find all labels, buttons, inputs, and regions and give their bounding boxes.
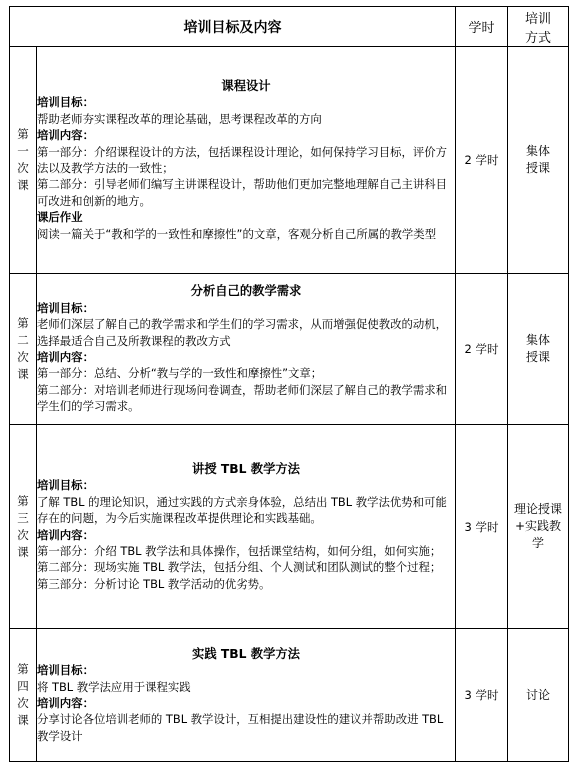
content-part: 分享讨论各位培训老师的 TBL 教学设计，互相提出建设性的建议并帮助改进 TBL 教学设计 — [37, 712, 444, 743]
content-part: 第一部分：介绍 TBL 教学法和具体操作，包括课堂结构，如何分组，如何实施； — [37, 543, 442, 558]
lesson-content — [37, 274, 456, 425]
goal-heading: 培训目标： — [37, 663, 94, 678]
lesson-label-char: 次 — [17, 527, 29, 542]
lesson-label-char: 三 — [17, 510, 29, 525]
lesson-row-3 — [10, 425, 569, 629]
content-part: 第二部分：对培训老师进行现场问卷调查，帮助老师们深层了解自己的教学需求和学生们的学习需求。 — [37, 382, 448, 414]
goal-text: 帮助老师夯实课程改革的理论基础，思考课程改革的方向 — [37, 111, 322, 126]
lesson-hours: 3 学时 — [456, 629, 508, 762]
homework-text: 阅读一篇关于“教和学的一致性和摩擦性”的文章，客观分析自己所属的教学类型 — [37, 226, 437, 241]
content-part: 第二部分：现场实施 TBL 教学法，包括分组、个人测试和团队测试的整个过程； — [37, 560, 442, 575]
lesson-content — [37, 629, 456, 762]
header-mode-line1: 培训 — [524, 11, 551, 27]
lesson-row-1 — [10, 47, 569, 274]
lesson-label — [10, 425, 37, 629]
mode-line: 学 — [531, 536, 544, 550]
lesson-label-char: 一 — [17, 144, 29, 158]
header-content: 培训目标及内容 — [10, 7, 456, 47]
lesson-title: 分析自己的教学需求 — [190, 284, 302, 299]
mode-line: 集体 — [525, 333, 550, 347]
lesson-label-char: 四 — [17, 679, 29, 693]
content-part: 第二部分：引导老师们编写主讲课程设计，帮助他们更加完整地理解自己主讲科目可改进和创新的地方。 — [37, 177, 448, 208]
lesson-label-char: 第 — [17, 127, 29, 141]
header-mode-line2: 方式 — [524, 30, 551, 46]
goal-text: 将 TBL 教学法应用于课程实践 — [37, 679, 191, 694]
lesson-label-char: 课 — [17, 713, 29, 727]
header-hours: 学时 — [456, 7, 508, 47]
lesson-label-char: 课 — [17, 544, 29, 559]
lesson-mode — [508, 47, 569, 274]
lesson-hours: 2 学时 — [456, 47, 508, 274]
goal-text: 老师们深层了解自己的教学需求和学生们的学习需求，从而增强促使教改的动机，选择最适合自己及所教课程的教改方式 — [37, 317, 448, 348]
lesson-content — [37, 47, 456, 274]
lesson-label-char: 第 — [17, 493, 29, 508]
mode-line: 理论授课 — [513, 502, 562, 516]
content-part: 第一部分：介绍课程设计的方法，包括课程设计理论，如何保持学习目标，评价方法以及教学方法的一致性； — [37, 144, 448, 175]
lesson-label-char: 课 — [17, 367, 29, 381]
content-heading: 培训内容： — [37, 350, 94, 364]
lesson-label — [10, 629, 37, 762]
lesson-row-4 — [10, 629, 569, 762]
lesson-mode — [508, 425, 569, 629]
lesson-label-char: 次 — [17, 696, 29, 710]
lesson-label — [10, 274, 37, 425]
table-header-row — [10, 7, 569, 47]
content-heading: 培训内容： — [37, 128, 94, 143]
goal-text: 了解 TBL 的理论知识，通过实践的方式亲身体验，总结出 TBL 教学法优势和可能存在的问题，为今后实施课程改革提供理论和实践基础。 — [37, 494, 447, 526]
lesson-label-char: 第 — [17, 316, 29, 330]
mode-line: 授课 — [525, 350, 550, 364]
content-heading: 培训内容： — [37, 696, 94, 710]
lesson-hours: 2 学时 — [456, 274, 508, 425]
mode-line: 集体 — [525, 144, 550, 158]
lesson-label-char: 次 — [17, 161, 29, 175]
mode-line: 授课 — [525, 161, 550, 175]
homework-heading: 课后作业 — [37, 210, 83, 225]
header-mode — [508, 7, 569, 47]
lesson-mode — [508, 274, 569, 425]
lesson-label — [10, 47, 37, 274]
lesson-title: 讲授 TBL 教学方法 — [192, 461, 300, 476]
lesson-label-char: 次 — [17, 350, 29, 364]
lesson-content — [37, 425, 456, 629]
lesson-title: 实践 TBL 教学方法 — [192, 646, 300, 661]
lesson-row-2 — [10, 274, 569, 425]
training-plan-table — [9, 6, 569, 762]
content-part: 第三部分：分析讨论 TBL 教学活动的优劣势。 — [37, 576, 271, 591]
lesson-title: 课程设计 — [221, 78, 271, 93]
lesson-mode — [508, 629, 569, 762]
mode-line: +实践教 — [514, 519, 562, 533]
goal-heading: 培训目标： — [37, 300, 94, 315]
lesson-label-char: 二 — [17, 333, 29, 347]
content-part: 第一部分：总结、分析“教与学的一致性和摩擦性”文章； — [37, 366, 323, 381]
lesson-label-char: 课 — [17, 178, 29, 192]
content-heading: 培训内容： — [37, 527, 94, 542]
mode-line: 讨论 — [525, 687, 550, 702]
goal-heading: 培训目标： — [37, 95, 94, 110]
goal-heading: 培训目标： — [37, 478, 94, 493]
lesson-hours: 3 学时 — [456, 425, 508, 629]
lesson-label-char: 第 — [17, 662, 29, 676]
